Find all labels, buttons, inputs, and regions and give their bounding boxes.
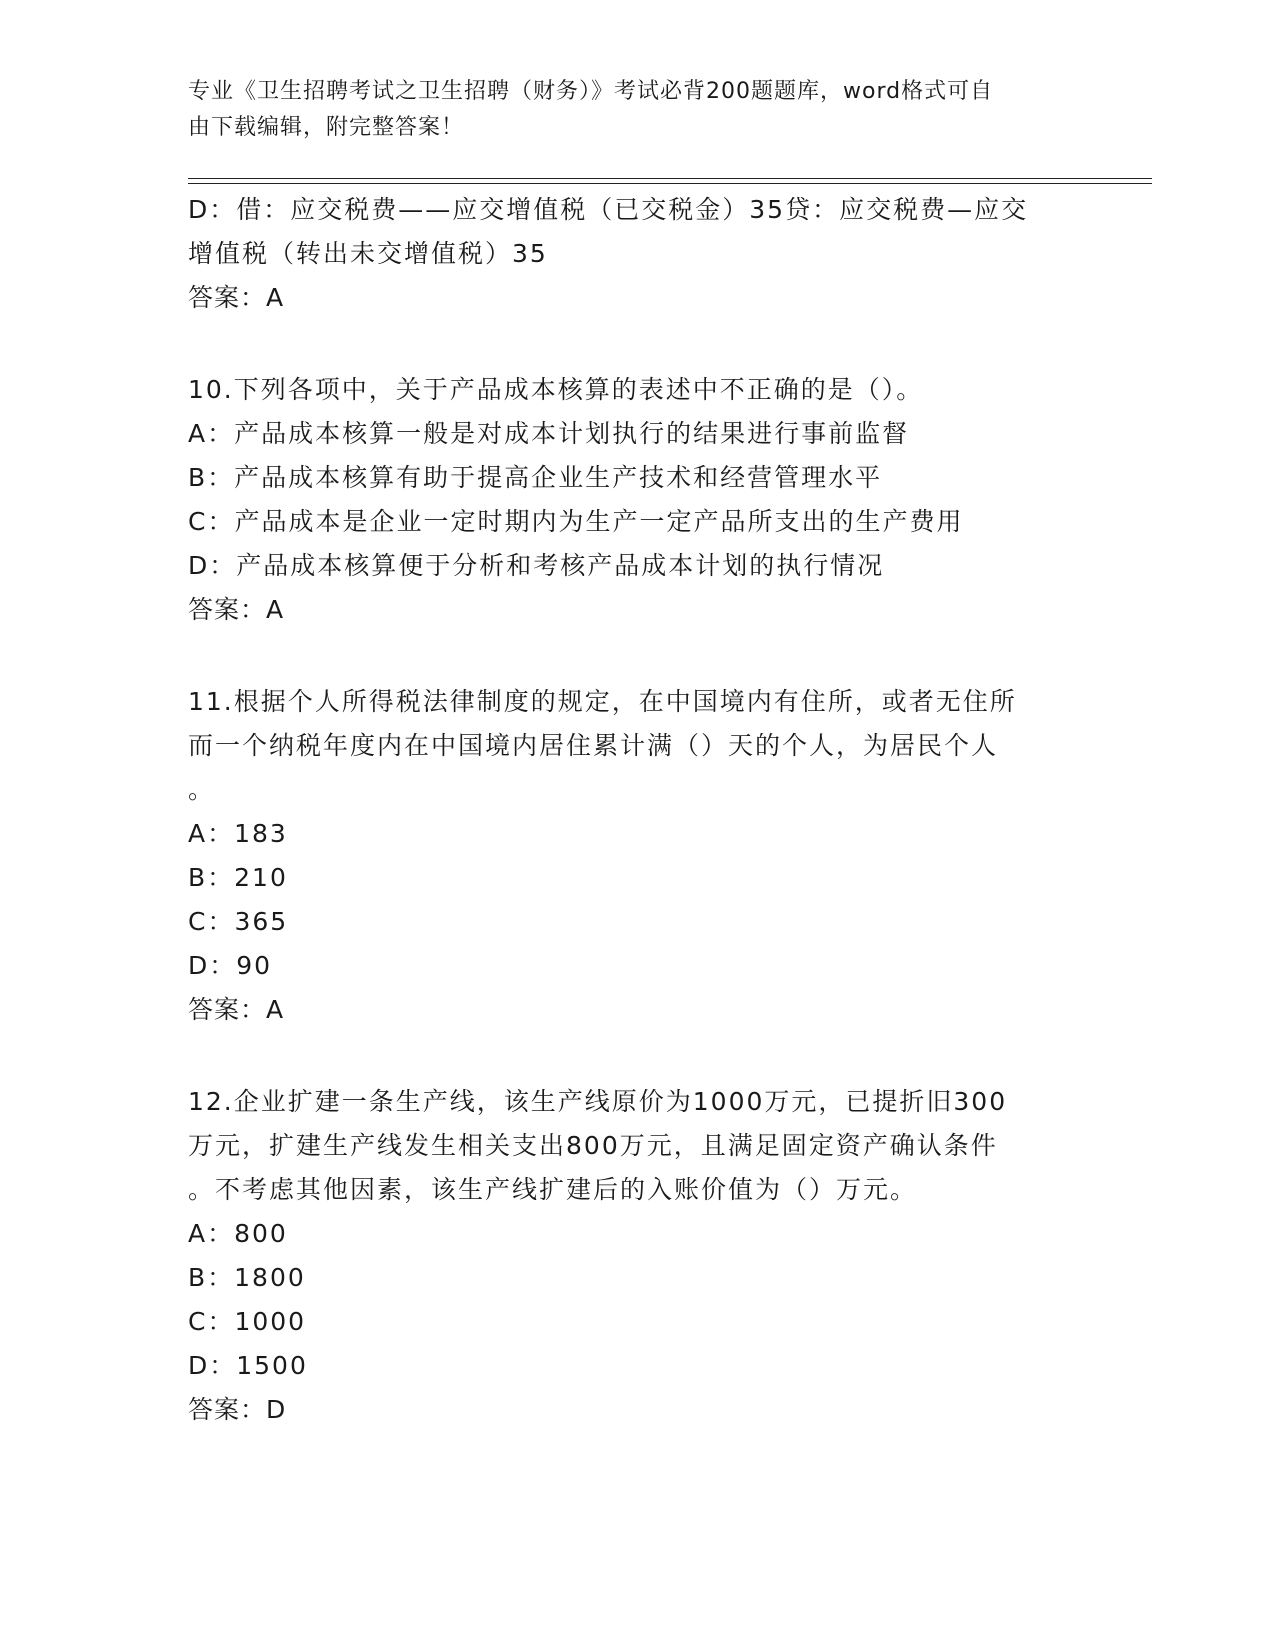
q12-option-d: D：1500	[188, 1351, 308, 1380]
q11-option-c: C：365	[188, 907, 289, 936]
carryover-option-d-line-2: 增值税（转出未交增值税）35	[188, 239, 548, 268]
carryover-option-d-line-1: D：借：应交税费——应交增值税（已交税金）35贷：应交税费—应交	[188, 195, 1029, 224]
q11-answer: 答案：A	[188, 995, 285, 1024]
q11-stem-line-1: 11.根据个人所得税法律制度的规定，在中国境内有住所，或者无住所	[188, 687, 1017, 716]
header-divider-top	[188, 178, 1152, 179]
header-line-2: 由下载编辑，附完整答案！	[188, 115, 465, 140]
q12-option-a: A：800	[188, 1219, 288, 1248]
header-divider-bottom	[188, 183, 1152, 184]
q12-stem-line-2: 万元，扩建生产线发生相关支出800万元，且满足固定资产确认条件	[188, 1131, 998, 1160]
q11-stem-line-3: 。	[188, 775, 216, 804]
q10-option-d: D：产品成本核算便于分析和考核产品成本计划的执行情况	[188, 551, 885, 580]
q11-option-b: B：210	[188, 863, 288, 892]
q10-answer: 答案：A	[188, 595, 285, 624]
q12-option-c: C：1000	[188, 1307, 307, 1336]
q10-option-a: A：产品成本核算一般是对成本计划执行的结果进行事前监督	[188, 419, 910, 448]
q11-option-d: D：90	[188, 951, 273, 980]
q11-stem-line-2: 而一个纳税年度内在中国境内居住累计满（）天的个人，为居民个人	[188, 731, 999, 760]
document-header	[188, 74, 1088, 146]
q12-stem-line-1: 12.企业扩建一条生产线，该生产线原价为1000万元，已提折旧300	[188, 1087, 1008, 1116]
q11-option-a: A：183	[188, 819, 288, 848]
q12-answer: 答案：D	[188, 1395, 287, 1424]
header-line-1: 专业《卫生招聘考试之卫生招聘（财务）》考试必背200题题库，word格式可自	[188, 79, 994, 104]
q10-option-b: B：产品成本核算有助于提高企业生产技术和经营管理水平	[188, 463, 883, 492]
q10-option-c: C：产品成本是企业一定时期内为生产一定产品所支出的生产费用	[188, 507, 964, 536]
q12-option-b: B：1800	[188, 1263, 306, 1292]
q10-stem: 10.下列各项中，关于产品成本核算的表述中不正确的是（）。	[188, 375, 924, 404]
q12-stem-line-3: 。不考虑其他因素，该生产线扩建后的入账价值为（）万元。	[188, 1175, 918, 1204]
carryover-answer: 答案：A	[188, 283, 285, 312]
